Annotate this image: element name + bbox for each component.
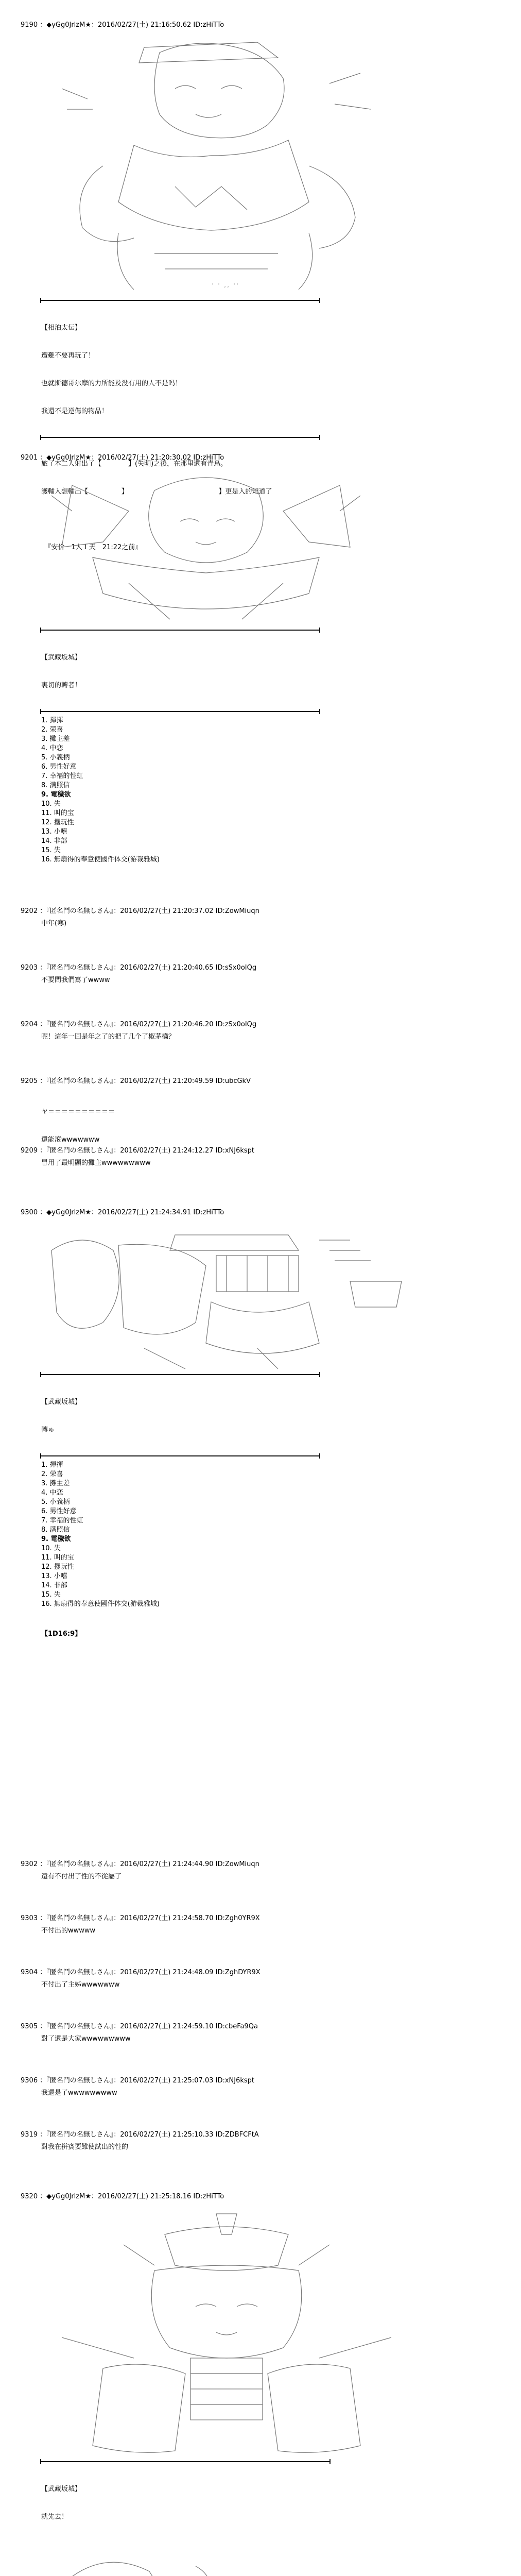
post-9320 [21, 2192, 505, 2576]
body-line: 還能滾wwwwwww [41, 1136, 100, 1144]
list-item: 5. 小義柄 [41, 1498, 70, 1506]
post-header: 9205 ：『匿名鬥の名無しさん』：2016/02/27(土) 21:20:49.59 ID:ubcGkV [21, 1077, 251, 1085]
list-item-highlighted: 9. 電穢欲 [41, 791, 71, 799]
divider [41, 2461, 329, 2462]
list-item: 1. 揮揮 [41, 1461, 63, 1469]
caption-title: 【武藏坂城】 [41, 2485, 82, 2493]
list-item: 10. 失 [41, 1545, 61, 1552]
numbered-list [41, 1461, 505, 1609]
post-header: 9201 ：◆yGg0JrlzM★：2016/02/27(土) 21:20:30.02 ID:zHiTTo [21, 454, 224, 462]
post-header: 9305 ：『匿名鬥の名無しさん』：2016/02/27(土) 21:24:59.10 ID:cbeFa9Qa [21, 2023, 258, 2030]
divider [41, 1374, 319, 1375]
post-body: 不付出的wwwww [41, 1927, 96, 1935]
caption-line: 遭難不要再玩了！ [41, 352, 95, 360]
list-item: 4. 中恋 [41, 1489, 63, 1497]
ascii-art-figure-small [41, 2546, 257, 2576]
post-body: 不要問我們寫了wwww [41, 976, 110, 984]
post-header: 9303 ：『匿名鬥の名無しさん』：2016/02/27(土) 21:24:58.70 ID:Zgh0YR9X [21, 1914, 260, 1922]
post-9319 [21, 2130, 505, 2152]
list-item: 11. 叫的宝 [41, 1554, 74, 1562]
list-item: 4. 中恋 [41, 744, 63, 752]
post-9203 [21, 963, 505, 985]
divider [41, 300, 319, 301]
post-9302 [21, 1860, 505, 1882]
post-header: 9306 ：『匿名鬥の名無しさん』：2016/02/27(土) 21:25:07.03 ID:xNJ6kspt [21, 2077, 255, 2084]
post-header: 9302 ：『匿名鬥の名無しさん』：2016/02/27(土) 21:24:44.90 ID:ZowMiuqn [21, 1860, 259, 1868]
list-item: 16. 無扇得的奉意使國件体交(游裁雅城) [41, 1600, 160, 1608]
dice-result: 【1D16:9】 [41, 1630, 82, 1638]
post-9209 [21, 1146, 505, 1168]
post-9306 [21, 2076, 505, 2098]
list-item: 7. 幸福的性虹 [41, 772, 83, 780]
list-item: 8. 满照信 [41, 782, 70, 789]
post-header: 9204 ：『匿名鬥の名無しさん』：2016/02/27(土) 21:20:46.20 ID:zSx0oIQg [21, 1021, 257, 1028]
list-item: 3. 攤主差 [41, 735, 70, 743]
post-9304 [21, 1968, 505, 1990]
caption-box [41, 1379, 505, 1453]
list-item: 3. 攤主差 [41, 1480, 70, 1487]
caption-line: 也就斯德哥尔摩的力所能及没有用的人不是吗！ [41, 380, 182, 387]
divider [41, 437, 319, 438]
list-item: 15. 失 [41, 846, 61, 854]
ascii-art-drawing [41, 1219, 412, 1374]
post-9201 [21, 453, 505, 865]
post-header: 9319 ：『匿名鬥の名無しさん』：2016/02/27(土) 21:25:10.33 ID:ZDBFCFtA [21, 2131, 259, 2139]
list-item: 1. 揮揮 [41, 717, 63, 724]
post-9204 [21, 1020, 505, 1042]
caption-title: 【武藏坂城】 [41, 654, 82, 662]
divider [41, 711, 319, 712]
post-header: 9203 ：『匿名鬥の名無しさん』：2016/02/27(土) 21:20:40.65 ID:sSx0oIQg [21, 964, 257, 972]
list-item: 11. 叫的宝 [41, 809, 74, 817]
post-body: 不付出了主姊wwwwwww [41, 1981, 120, 1989]
list-item: 5. 小義柄 [41, 754, 70, 761]
post-header: 9304 ：『匿名鬥の名無しさん』：2016/02/27(土) 21:24:48.09 ID:ZghDYR9X [21, 1969, 260, 1976]
caption-box [41, 305, 505, 435]
list-item: 13. 小嘻 [41, 828, 67, 836]
ascii-art-drawing-small [41, 2546, 257, 2576]
post-body: 中年(寒) [41, 920, 67, 927]
divider [41, 1455, 319, 1456]
post-header: 9300 ：◆yGg0JrlzM★：2016/02/27(土) 21:24:34.91 ID:zHiTTo [21, 1209, 224, 1216]
caption-box [41, 2466, 505, 2540]
post-body: 對了還是大家wwwwwwwww [41, 2035, 131, 2043]
divider [41, 630, 319, 631]
caption-line: 裏切的轉者！ [41, 682, 82, 689]
list-item-highlighted: 9. 電穢欲 [41, 1535, 71, 1543]
post-9300 [21, 1208, 505, 1639]
list-item: 12. 攫玩性 [41, 1563, 74, 1571]
post-header: 9202 ：『匿名鬥の名無しさん』：2016/02/27(土) 21:20:37.02 ID:ZowMiuqn [21, 907, 259, 915]
ascii-art-figure [41, 1219, 412, 1374]
post-9305 [21, 2022, 505, 2044]
caption-line: 就先去！ [41, 2513, 68, 2521]
body-line: ヤ＝＝＝＝＝＝＝＝＝＝ [41, 1108, 115, 1116]
post-body: 對我在拼賓要難使試出的性的 [41, 2143, 129, 2151]
list-item: 2. 荣喜 [41, 1470, 63, 1478]
list-item: 12. 攫玩性 [41, 819, 74, 826]
ascii-art-figure [41, 465, 371, 630]
caption-box [41, 635, 505, 709]
post-body: 我還是了wwwwwwwww [41, 2089, 117, 2097]
list-item: 6. 男性好意 [41, 1507, 77, 1515]
body-line: 『安价 1人１天 21:22之前』 [41, 544, 142, 551]
list-item: 7. 幸福的性虹 [41, 1517, 83, 1524]
list-item: 15. 失 [41, 1591, 61, 1599]
post-header: 9209 ：『匿名鬥の名無しさん』：2016/02/27(土) 21:24:12.27 ID:xNJ6kspt [21, 1147, 255, 1155]
ascii-art-drawing [41, 32, 391, 300]
list-item: 16. 無扇得的奉意使國件体交(游裁雅城) [41, 856, 160, 863]
post-body: 還有不付出了性的不從屬了 [41, 1873, 122, 1880]
caption-line: 我還不是逆傷的物品！ [41, 408, 109, 415]
list-item: 6. 男性好意 [41, 763, 77, 771]
list-item: 14. 非部 [41, 837, 67, 845]
caption-line: 轉ゅ [41, 1426, 55, 1434]
numbered-list [41, 716, 505, 865]
ascii-art-drawing [41, 2204, 412, 2461]
list-item: 13. 小嘻 [41, 1572, 67, 1580]
ascii-art-figure [41, 2204, 412, 2461]
ascii-art-figure [41, 32, 391, 300]
post-header: 9320 ：◆yGg0JrlzM★：2016/02/27(土) 21:25:18.16 ID:zHiTTo [21, 2193, 224, 2200]
caption-title: 【武藏坂城】 [41, 1398, 82, 1406]
post-9202 [21, 907, 505, 928]
body-line: 護輔入想輔出【 】 】更是入的知道了 [41, 488, 272, 496]
post-header: 9190 ：◆yGg0JrlzM★：2016/02/27(土) 21:16:50.62 ID:zHiTTo [21, 21, 224, 29]
post-body: 呢！這年一回是年之了的把了几个了椒茅橋？ [41, 1033, 176, 1041]
caption-title: 【相泊太伝】 [41, 324, 82, 332]
list-item: 14. 非部 [41, 1582, 67, 1589]
ascii-art-drawing [41, 465, 371, 630]
body-line: 旅了本二人射出了【 】(失明)之後，在那里還有青鳥。 [41, 460, 228, 468]
svg-text:' ' ,, '': ' ' ,, '' [211, 283, 239, 289]
list-item: 10. 失 [41, 800, 61, 808]
list-item: 2. 荣喜 [41, 726, 63, 734]
post-body: 冒用了最明顯的攤主wwwwwwwww [41, 1159, 151, 1167]
list-item: 8. 满照信 [41, 1526, 70, 1534]
post-9303 [21, 1914, 505, 1936]
